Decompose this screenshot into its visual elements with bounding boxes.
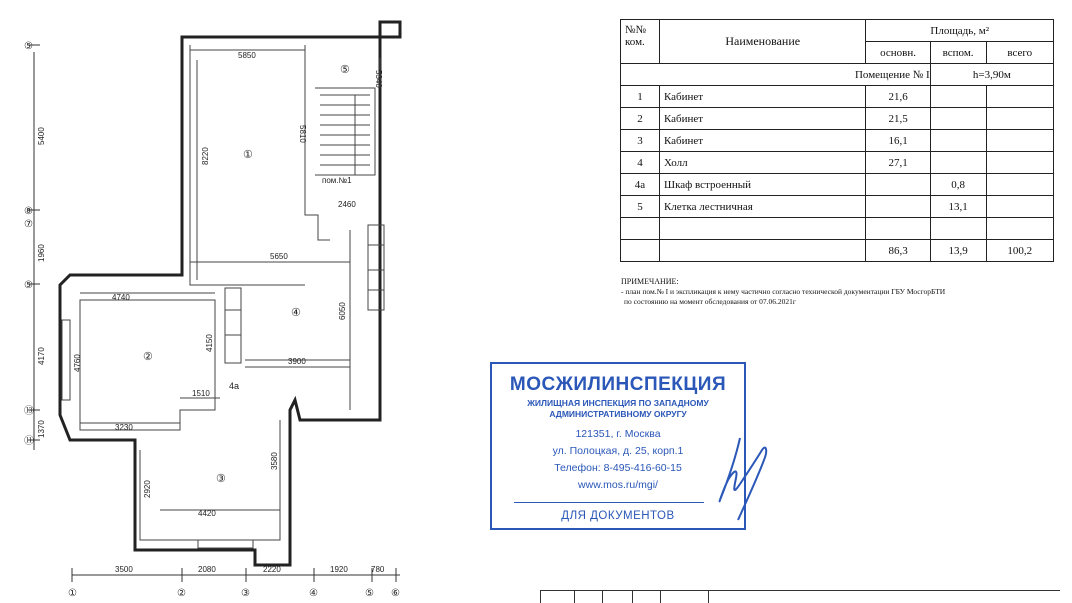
main-area-cell [866,196,930,218]
dimension-label: 2920 [143,480,152,498]
empty-cell [659,240,865,262]
table-row [621,152,1054,174]
empty-cell [930,218,986,240]
dimension-label: 5650 [270,252,288,261]
column-header-total: всего [986,42,1053,64]
empty-cell [986,218,1053,240]
axis-label-bottom: ② [177,588,186,599]
axis-label-bottom: ③ [241,588,250,599]
table-divider [632,591,633,603]
axis-label-left: ⑤ [24,41,33,52]
room-number: ④ [291,307,301,319]
table-row [621,130,1054,152]
dimension-label: 2220 [263,565,281,574]
premise-name: Помещение № I [621,64,931,86]
dimension-label: 4740 [112,293,130,302]
dimension-label: 5810 [298,125,307,143]
room-number: ② [143,351,153,363]
room-number: 4а [229,381,240,391]
dimension-label: 1920 [330,565,348,574]
dimension-label: 780 [371,565,385,574]
aux-area-cell [930,86,986,108]
dimension-label: 1960 [37,244,46,262]
note-title: ПРИМЕЧАНИЕ: [621,277,679,286]
dimension-label: 3230 [115,423,133,432]
stamp-phone: Телефон: 8-495-416-60-15 [554,462,682,474]
table-row-empty [621,218,1054,240]
stamp-docs-label: ДЛЯ ДОКУМЕНТОВ [561,510,675,522]
total-area-cell [986,108,1053,130]
dimension-label: 4420 [198,509,216,518]
aux-area-cell [930,108,986,130]
table-divider [660,591,661,603]
empty-cell [621,240,660,262]
column-header-aux: вспом. [930,42,986,64]
table-row [621,86,1054,108]
room-number-cell: 4а [621,174,660,196]
dimension-label: 3500 [115,565,133,574]
room-number-cell: 5 [621,196,660,218]
empty-cell [621,218,660,240]
empty-cell [866,218,930,240]
room-name-cell: Кабинет [659,108,865,130]
dimension-label: 4760 [73,354,82,372]
axis-label-left: ⑤ [24,280,33,291]
table-row [621,196,1054,218]
table-header-row [621,20,1054,42]
column-header-main: основн. [866,42,930,64]
dimension-label: 5850 [238,51,256,60]
main-area-cell: 16,1 [866,130,930,152]
axis-label-bottom: ⑥ [391,588,400,599]
aux-area-cell [930,152,986,174]
note [621,277,1071,307]
table-divider [708,591,709,603]
stamp-divider [514,502,704,503]
room-name-cell: Холл [659,152,865,174]
axis-label-left: ⑧ [24,206,33,217]
main-area-total: 86,3 [866,240,930,262]
dimension-label: 2080 [198,565,216,574]
room-name-cell: Кабинет [659,130,865,152]
table-divider [602,591,603,603]
total-area-cell [986,130,1053,152]
main-area-cell: 27,1 [866,152,930,174]
dimension-label: 8220 [201,147,210,165]
aux-area-cell: 13,1 [930,196,986,218]
aux-area-total: 13,9 [930,240,986,262]
total-area-cell [986,86,1053,108]
empty-cell [659,218,865,240]
axis-label-bottom: ⑤ [365,588,374,599]
dimension-label: 3580 [270,452,279,470]
table-row [621,108,1054,130]
axis-label-left: ⑦ [24,219,33,230]
main-area-cell: 21,6 [866,86,930,108]
room-name-cell: Шкаф встроенный [659,174,865,196]
room-number-cell: 4 [621,152,660,174]
explication-table [620,19,1054,262]
axis-label-left: ⑪ [24,436,34,447]
room-number: ⑤ [340,64,350,76]
total-area-cell [986,152,1053,174]
axis-label-left: ⑬ [24,406,34,417]
dimension-label: 5400 [37,127,46,145]
dimension-label: 4170 [37,347,46,365]
table-totals-row [621,240,1054,262]
room-name-cell: Клетка лестничная [659,196,865,218]
premise-label: пом.№1 [322,176,352,185]
stamp-subtitle: ЖИЛИЩНАЯ ИНСПЕКЦИЯ ПО ЗАПАДНОМУ [527,398,709,408]
dimension-label: 2460 [338,200,356,209]
total-area-cell [986,196,1053,218]
dimension-label: 5340 [374,70,383,88]
table-divider [574,591,575,603]
axis-label-bottom: ① [68,588,77,599]
signature-mark [690,420,800,530]
dimension-label: 6050 [338,302,347,320]
main-area-cell: 21,5 [866,108,930,130]
premise-height: h=3,90м [930,64,1053,86]
column-header-name: Наименование [659,20,865,64]
column-header-area: Площадь, м² [866,20,1054,42]
room-number-cell: 2 [621,108,660,130]
table-row [621,174,1054,196]
note-line: по состоянию на момент обследования от 07.06.2021г [624,297,796,306]
axis-label-bottom: ④ [309,588,318,599]
stamp-website: www.mos.ru/mgi/ [578,479,658,491]
total-area-cell [986,174,1053,196]
aux-area-cell: 0,8 [930,174,986,196]
bottom-table-fragment [540,590,1060,603]
room-number-cell: 1 [621,86,660,108]
dimension-label: 1370 [37,420,46,438]
floor-plan-drawing [0,0,420,600]
stamp-address: ул. Полоцкая, д. 25, корп.1 [552,445,684,457]
stamp-subtitle: АДМИНИСТРАТИВНОМУ ОКРУГУ [549,409,687,419]
room-name-cell: Кабинет [659,86,865,108]
note-line: - план пом.№ I и экспликация к нему частично согласно технической документации ГБУ МосгорБТИ [621,287,946,296]
main-area-cell [866,174,930,196]
grand-total: 100,2 [986,240,1053,262]
room-number-cell: 3 [621,130,660,152]
dimension-label: 4150 [205,334,214,352]
dimension-label: 3900 [288,357,306,366]
premise-row [621,64,1054,86]
dimension-label: 1510 [192,389,210,398]
room-number: ③ [216,473,226,485]
aux-area-cell [930,130,986,152]
stamp-org-name: МОСЖИЛИНСПЕКЦИЯ [509,374,727,395]
stamp-address: 121351, г. Москва [575,428,661,440]
room-number: ① [243,149,253,161]
column-header-number: №№ ком. [621,20,660,64]
table-divider [540,591,541,603]
